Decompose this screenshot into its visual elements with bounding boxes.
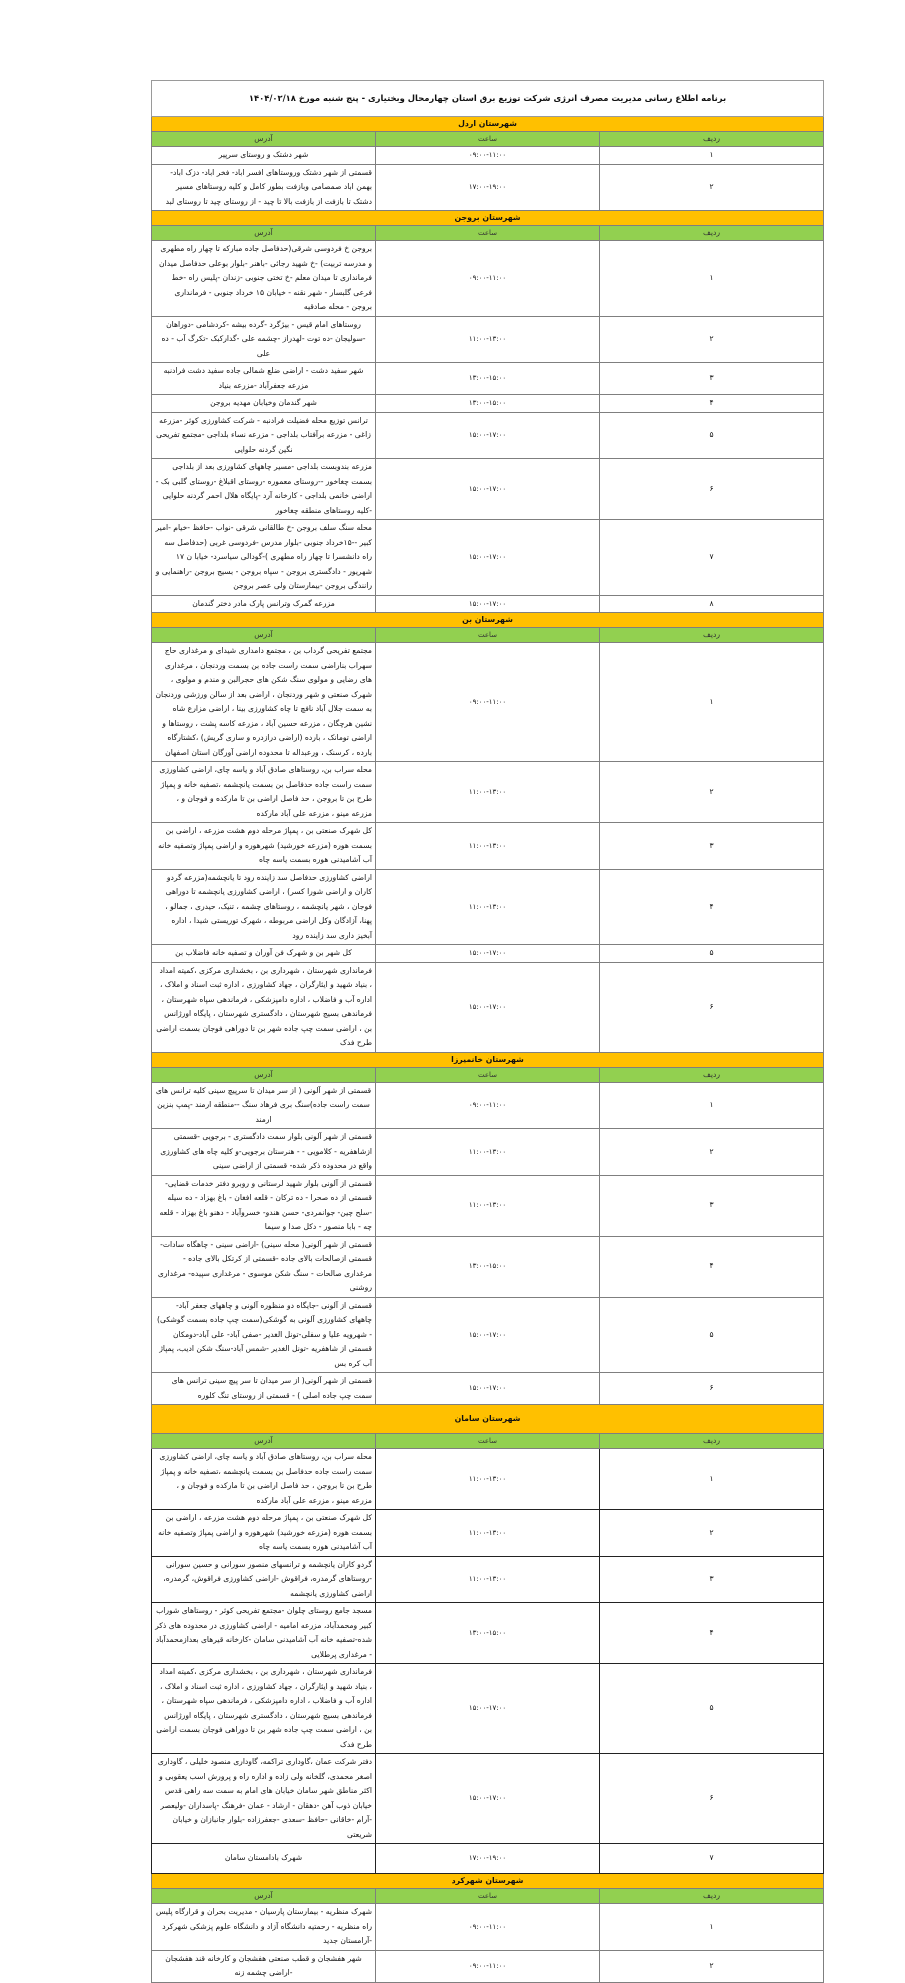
time-range: ۱۵:۰۰-۱۷:۰۰ (376, 945, 600, 963)
column-header-row-number: ردیف (600, 628, 824, 643)
row-number: ۴ (600, 869, 824, 945)
table-row (152, 1603, 824, 1664)
address-cell: مسجد جامع روستای چلوان -مجتمع تفریحی کوثر - روستاهای شوراب کبیر ومحمدآباد، مزرعه امامیه - اراضی کشاورزی در محدوده های ذکر شده-تصفیه خانه آب آشامیدنی سامان -کارخانه قیرهای بعدازمحمدآباد - مرغداری پرطلایی (152, 1603, 376, 1664)
address-cell: فرمانداری شهرستان ، شهرداری بن ، بخشداری مرکزی ،کمیته امداد ، بنیاد شهید و ایثارگران ، جهاد کشاورزی ، اداره ثبت اسناد و املاک ، اداره آب و فاضلاب ، اداره دامپزشکی ، فرماندهی سپاه شهرستان ، فرماندهی بسیج شهرستان ، دادگستری شهرستان ، پایگاه اورژانس بن ، اراضی سمت چپ جاده شهر بن تا دوراهی فوجان بسمت اراضی طرح فدک (152, 1664, 376, 1754)
table-row (152, 945, 824, 963)
table-row (152, 823, 824, 870)
address-cell: بروجن خ فردوسی شرقی(حدفاصل جاده مبارکه تا چهار راه مطهری و مدرسه تربیت) -خ شهید رجائی -باهنر -بلوار بوعلی حدفاصل میدان فرمانداری تا میدان معلم -خ تختی جنوبی -زندان -پلیس راه -خط فرعی گلبسار - شهر نقنه - خیابان ۱۵ خرداد جنوبی - فرمانداری بروجن - محله صادقیه (152, 241, 376, 317)
time-range: ۱۱:۰۰-۱۳:۰۰ (376, 316, 600, 363)
address-cell: مزرعه بندوبست بلداجی -مسیر چاههای کشاورزی بعد از بلداجی بسمت چغاخور --روستای معموره -روستای اقبلاغ -روستای گلبی بک - اراضی خانمی بلداجی - کارخانه آرد -پایگاه هلال احمر گردنه حلوایی -کلیه روستاهای منطقه چغاخور (152, 459, 376, 520)
table-row (152, 412, 824, 459)
address-cell: قسمتی از شهر آلونی( محله سینی) -اراضی سینی - چاهگاه سادات- قسمتی ازصالحات بالای جاده -قسمتی از کرتکل بالای جاده - مرغداری صالحات - سنگ شکن موسوی - مرغداری سپیده- مرغداری روشنی (152, 1236, 376, 1297)
table-row (152, 241, 824, 317)
table-row (152, 1175, 824, 1236)
row-number: ۷ (600, 1844, 824, 1874)
time-range: ۱۳:۰۰-۱۵:۰۰ (376, 395, 600, 413)
time-range: ۱۱:۰۰-۱۳:۰۰ (376, 823, 600, 870)
address-cell: شهر هفشجان و قطب صنعتی هفشجان و کارخانه قند هفشجان -اراضی چشمه زنه (152, 1950, 376, 1982)
row-number: ۲ (600, 1129, 824, 1176)
address-cell: کل شهرک صنعتی بن ، پمپاژ مرحله دوم هشت مزرعه ، اراضی بن بسمت هوره (مزرعه خورشید) شهرهوره و اراضی پمپاژ وتصفیه خانه آب آشامیدنی هوره بسمت یاسه چاه (152, 1510, 376, 1557)
table-row (152, 363, 824, 395)
address-cell: شهرک بادامستان سامان (152, 1844, 376, 1874)
county-name: شهرستان بروجن (152, 211, 824, 226)
column-header-address: آدرس (152, 226, 376, 241)
address-cell: قسمتی از آلونی بلوار شهید لرستانی و روبرو دفتر خدمات قضایی-قسمتی از ده صحرا - ده ترکان - قلعه افغان - باغ بهزاد - ده سیله -سلح چین- جوانمردی- حسن هندو- خسروآباد - دهنو باغ بهزاد - قلعه چه - بابا منصور - دکل صدا و سیما (152, 1175, 376, 1236)
row-number: ۵ (600, 412, 824, 459)
column-header-row-number: ردیف (600, 132, 824, 147)
table-row (152, 595, 824, 613)
time-range: ۱۱:۰۰-۱۳:۰۰ (376, 1556, 600, 1603)
column-header-time: ساعت (376, 132, 600, 147)
column-header-row-number: ردیف (600, 1067, 824, 1082)
table-row (152, 1844, 824, 1874)
address-cell: شهر سفید دشت - اراضی ضلع شمالی جاده سفید دشت فرادنبه مزرعه جعفرآباد -مزرعه بنیاد (152, 363, 376, 395)
table-row (152, 1950, 824, 1982)
table-row (152, 869, 824, 945)
row-number: ۶ (600, 1373, 824, 1405)
table-row (152, 164, 824, 211)
row-number: ۵ (600, 945, 824, 963)
row-number: ۱ (600, 241, 824, 317)
row-number: ۲ (600, 316, 824, 363)
table-row (152, 395, 824, 413)
row-number: ۳ (600, 363, 824, 395)
column-header-time: ساعت (376, 1889, 600, 1904)
table-row (152, 1510, 824, 1557)
address-cell: قسمتی از شهر آلونی ( از سر میدان تا سرپیچ سینی کلیه ترانس های سمت راست جاده)سنگ بری فرهاد سنگ --منطقه ارمند -پمپ بنزین ارمند (152, 1082, 376, 1129)
row-number: ۱ (600, 1082, 824, 1129)
address-cell: محله سنگ سلف بروجن -خ طالقانی شرقی -نواب -حافظ -خیام -امیر کبیر --۱۵خرداد جنوبی -بلوار مدرس -فردوسی غربی (حدفاصل سه راه دانشسرا تا چهار راه مطهری )-گودالی سیاسرد- خیابا ن ۱۷ شهریور - دادگستری بروجن - سپاه بروجن - بسیج بروجن -راهنمایی و رانندگی بروجن -بیمارستان ولی عصر بروجن (152, 520, 376, 596)
address-cell: محله سراب بن، روستاهای صادق آباد و یاسه چای، اراضی کشاورزی سمت راست جاده حدفاصل بن بسمت یانچشمه ،تصفیه خانه و پمپاژ طرح بن تا بروجن ، حد فاصل اراضی بن تا مارکده و فوجان و ، مزرعه مینو ، مزرعه علی آباد مارکده (152, 762, 376, 823)
address-cell: محله سراب بن، روستاهای صادق آباد و یاسه چای، اراضی کشاورزی سمت راست جاده حدفاصل بن بسمت یانچشمه ،تصفیه خانه و پمپاژ طرح بن تا بروجن ، حد فاصل اراضی بن تا مارکده و فوجان و ، مزرعه مینو ، مزرعه علی آباد مارکده (152, 1449, 376, 1510)
row-number: ۱ (600, 1904, 824, 1951)
row-number: ۲ (600, 164, 824, 211)
time-range: ۱۵:۰۰-۱۷:۰۰ (376, 1373, 600, 1405)
row-number: ۶ (600, 1754, 824, 1844)
table-row (152, 1556, 824, 1603)
table-row (152, 147, 824, 165)
row-number: ۲ (600, 1510, 824, 1557)
time-range: ۱۳:۰۰-۱۵:۰۰ (376, 363, 600, 395)
address-cell: کل شهر بن و شهرک فن آوران و تصفیه خانه فاضلاب بن (152, 945, 376, 963)
address-cell: قسمتی از شهر آلونی( از سر میدان تا سر پیچ سینی ترانس های سمت چپ جاده اصلی ) - قسمتی از روستای تنگ کلوره (152, 1373, 376, 1405)
column-header-time: ساعت (376, 1434, 600, 1449)
time-range: ۱۵:۰۰-۱۷:۰۰ (376, 1664, 600, 1754)
address-cell: کل شهرک صنعتی بن ، پمپاژ مرحله دوم هشت مزرعه ، اراضی بن بسمت هوره (مزرعه خورشید) شهرهوره و اراضی پمپاژ وتصفیه خانه آب آشامیدنی هوره بسمت یاسه چاه (152, 823, 376, 870)
time-range: ۰۹:۰۰-۱۱:۰۰ (376, 1950, 600, 1982)
row-number: ۱ (600, 643, 824, 762)
time-range: ۱۱:۰۰-۱۳:۰۰ (376, 1510, 600, 1557)
table-row (152, 520, 824, 596)
table-row (152, 643, 824, 762)
time-range: ۱۷:۰۰-۱۹:۰۰ (376, 1844, 600, 1874)
county-header-row (152, 613, 824, 628)
table-row (152, 1082, 824, 1129)
time-range: ۱۵:۰۰-۱۷:۰۰ (376, 595, 600, 613)
address-cell: شهر دشتک و روستای سرپیر (152, 147, 376, 165)
address-cell: شهرک منظریه - بیمارستان پارسیان - مدیریت بحران و قرارگاه پلیس راه منظریه - رحمتیه دانشگاه آزاد و دانشگاه علوم پزشکی شهرکرد -آرامستان جدید (152, 1904, 376, 1951)
table-row (152, 1449, 824, 1510)
column-header-row (152, 132, 824, 147)
time-range: ۱۵:۰۰-۱۷:۰۰ (376, 962, 600, 1052)
county-header-row (152, 211, 824, 226)
address-cell: شهر گندمان وخیابان مهدیه بروجن (152, 395, 376, 413)
table-row (152, 1297, 824, 1373)
table-row (152, 962, 824, 1052)
time-range: ۱۳:۰۰-۱۵:۰۰ (376, 1603, 600, 1664)
row-number: ۴ (600, 395, 824, 413)
schedule-table (151, 80, 824, 1983)
time-range: ۱۵:۰۰-۱۷:۰۰ (376, 1297, 600, 1373)
address-cell: قسمتی از شهر دشتک وروستاهای افسر اباد- فخر اباد- دزک اباد- بهمن اباد صمصامی وبازفت بطور کامل و کلیه روستاهای مسیر دشتک تا بازفت از بازفت بالا تا چید - از روستای چید تا روستای لبد (152, 164, 376, 211)
row-number: ۳ (600, 1175, 824, 1236)
county-name: شهرستان خانمیرزا (152, 1052, 824, 1067)
address-cell: گردو کاران یانچشمه و ترانسهای منصور سورانی و حسین سورانی -روستاهای گرمدره، فراقوش -اراضی کشاورزی فراقوش، گرمدره، اراضی کشاورزی یانچشمه (152, 1556, 376, 1603)
time-range: ۱۵:۰۰-۱۷:۰۰ (376, 459, 600, 520)
time-range: ۰۹:۰۰-۱۱:۰۰ (376, 643, 600, 762)
outage-schedule-sheet (151, 80, 824, 1983)
time-range: ۱۱:۰۰-۱۳:۰۰ (376, 1175, 600, 1236)
county-header-row (152, 1874, 824, 1889)
row-number: ۳ (600, 1556, 824, 1603)
table-row (152, 1129, 824, 1176)
column-header-row-number: ردیف (600, 226, 824, 241)
row-number: ۴ (600, 1603, 824, 1664)
time-range: ۱۱:۰۰-۱۳:۰۰ (376, 762, 600, 823)
document-title: برنامه اطلاع رسانی مدیریت مصرف انرژی شرکت توزیع برق استان چهارمحال وبختیاری - پنج شنبه مورخ ۱۴۰۴/۰۲/۱۸ (152, 81, 824, 117)
address-cell: قسمتی از شهر آلونی بلوار سمت دادگستری - برجویی -قسمتی ازشاهفریه - کلامویی - - هنرستان برجویی-و کلیه چاه های کشاورزی واقع در محدوده ذکر شده- قسمتی از اراضی سینی (152, 1129, 376, 1176)
column-header-time: ساعت (376, 226, 600, 241)
column-header-row-number: ردیف (600, 1434, 824, 1449)
time-range: ۰۹:۰۰-۱۱:۰۰ (376, 241, 600, 317)
row-number: ۱ (600, 147, 824, 165)
row-number: ۲ (600, 1950, 824, 1982)
row-number: ۵ (600, 1664, 824, 1754)
row-number: ۳ (600, 823, 824, 870)
address-cell: اراضی کشاورزی حدفاصل سد زاینده رود تا یانچشمه(مزرعه گردو کاران و اراضی شورا کسر) ، اراضی کشاورزی یانچشمه تا دوراهی فوجان ، شهر یانچشمه ، روستاهای چشمه ، تنیک، حیدری ، جمالو ، پهنا، آزادگان وکل اراضی مربوطه ، شهرک توریستی شیدا ، اداره آبخیز داری سد زاینده رود (152, 869, 376, 945)
table-row (152, 1236, 824, 1297)
table-row (152, 459, 824, 520)
address-cell: مجتمع تفریحی گرداب بن ، مجتمع دامداری شیدای و مرغداری حاج سهراب بناراضی سمت راست جاده بن بسمت وردنجان ، مرغداری های رضایی و مولوی سنگ شکن های حجرالبن و مندم و مولوی ، شهرک صنعتی و شهر وردنجان ، اراضی بعد از سالن ورزشی وردنجان به سمت جلال آباد نافچ تا چاه کشاورزی بینا ، اراضی مزارع شاه نشین هرچگان ، مزرعه حسین آباد ، مزرعه کاسه پشت ، روستاها و اراضی تومانک ، بارده (اراضی درازدره و ساری گریش) ،کشتارگاه بارده ، کرسنک ، ورعبداله تا محدوده اراضی آورگان استان اصفهان (152, 643, 376, 762)
time-range: ۱۵:۰۰-۱۷:۰۰ (376, 1754, 600, 1844)
table-row (152, 1754, 824, 1844)
column-header-time: ساعت (376, 1067, 600, 1082)
time-range: ۱۱:۰۰-۱۳:۰۰ (376, 1449, 600, 1510)
address-cell: مزرعه گمرک وترانس پارک مادر دختر گندمان (152, 595, 376, 613)
time-range: ۱۱:۰۰-۱۳:۰۰ (376, 869, 600, 945)
time-range: ۰۹:۰۰-۱۱:۰۰ (376, 1082, 600, 1129)
column-header-row (152, 1889, 824, 1904)
column-header-row-number: ردیف (600, 1889, 824, 1904)
county-name: شهرستان بن (152, 613, 824, 628)
time-range: ۰۹:۰۰-۱۱:۰۰ (376, 1904, 600, 1951)
county-header-row (152, 1052, 824, 1067)
address-cell: روستاهای امام قیس - بیژگرد -گرده بیشه -کردشامی -دوراهان -سولیجان -ده توت -لهدراز -چشمه علی -گدارکبک -تکرگ آب - ده علی (152, 316, 376, 363)
row-number: ۴ (600, 1236, 824, 1297)
table-row (152, 1664, 824, 1754)
address-cell: فرمانداری شهرستان ، شهرداری بن ، بخشداری مرکزی ،کمیته امداد ، بنیاد شهید و ایثارگران ، جهاد کشاورزی ، اداره ثبت اسناد و املاک ، اداره آب و فاضلاب ، اداره دامپزشکی ، فرماندهی سپاه شهرستان ، فرماندهی بسیج شهرستان ، دادگستری شهرستان ، پایگاه اورژانس بن ، اراضی سمت چپ جاده شهر بن تا دوراهی فوجان بسمت اراضی طرح فدک (152, 962, 376, 1052)
county-header-row (152, 117, 824, 132)
address-cell: ترانس توزیع محله فضیلت فرادنبه - شرکت کشاورزی کوثر -مزرعه زاغی - مزرعه برآفتاب بلداجی - مزرعه نساء بلداجی -مجتمع تفریحی نگین گردنه حلوایی (152, 412, 376, 459)
county-name: شهرستان اردل (152, 117, 824, 132)
title-row (152, 81, 824, 117)
time-range: ۱۵:۰۰-۱۷:۰۰ (376, 520, 600, 596)
county-header-row (152, 1405, 824, 1434)
column-header-time: ساعت (376, 628, 600, 643)
column-header-address: آدرس (152, 1889, 376, 1904)
time-range: ۰۹:۰۰-۱۱:۰۰ (376, 147, 600, 165)
row-number: ۱ (600, 1449, 824, 1510)
time-range: ۱۵:۰۰-۱۷:۰۰ (376, 412, 600, 459)
county-name: شهرستان شهرکرد (152, 1874, 824, 1889)
address-cell: قسمتی از آلونی -جایگاه دو منظوره آلونی و چاههای جعفر آباد- چاههای کشاورزی آلونی به گوشکی(سمت چپ جاده بسمت گوشکی) - شهرویه علیا و سفلی-تونل الغدیر -صفی آباد- علی آباد-دومکان قسمتی از شاهفریه -تونل الغدیر -شمس آباد-سنگ شکن ادیب، پمپاژ آب کره بس (152, 1297, 376, 1373)
row-number: ۷ (600, 520, 824, 596)
table-row (152, 1904, 824, 1951)
county-name: شهرستان سامان (152, 1405, 824, 1434)
row-number: ۶ (600, 962, 824, 1052)
time-range: ۱۳:۰۰-۱۵:۰۰ (376, 1236, 600, 1297)
time-range: ۱۷:۰۰-۱۹:۰۰ (376, 164, 600, 211)
column-header-address: آدرس (152, 628, 376, 643)
time-range: ۱۱:۰۰-۱۳:۰۰ (376, 1129, 600, 1176)
column-header-row (152, 628, 824, 643)
row-number: ۶ (600, 459, 824, 520)
column-header-row (152, 226, 824, 241)
row-number: ۲ (600, 762, 824, 823)
column-header-address: آدرس (152, 132, 376, 147)
column-header-address: آدرس (152, 1434, 376, 1449)
row-number: ۵ (600, 1297, 824, 1373)
table-row (152, 316, 824, 363)
address-cell: دفتر شرکت عمان ،گاوداری تراکمه، گاوداری منصود خلیلی ، گاوداری اصغر محمدی، گلخانه ولی زاده و اداره راه و پرورش اسب یعقوبی و اکثر مناطق شهر سامان خیابان های امام به سمت سه راهی قدس خیابان ذوب آهن -دهقان - ارشاد - عمان -فرهنگ -پاسداران -ولیعصر -آرام -خاقانی -حافظ -سعدی -جعفرزاده -بلوار جانبازان و خیابان شریعتی (152, 1754, 376, 1844)
table-row (152, 1373, 824, 1405)
column-header-row (152, 1434, 824, 1449)
column-header-row (152, 1067, 824, 1082)
row-number: ۸ (600, 595, 824, 613)
table-row (152, 762, 824, 823)
column-header-address: آدرس (152, 1067, 376, 1082)
